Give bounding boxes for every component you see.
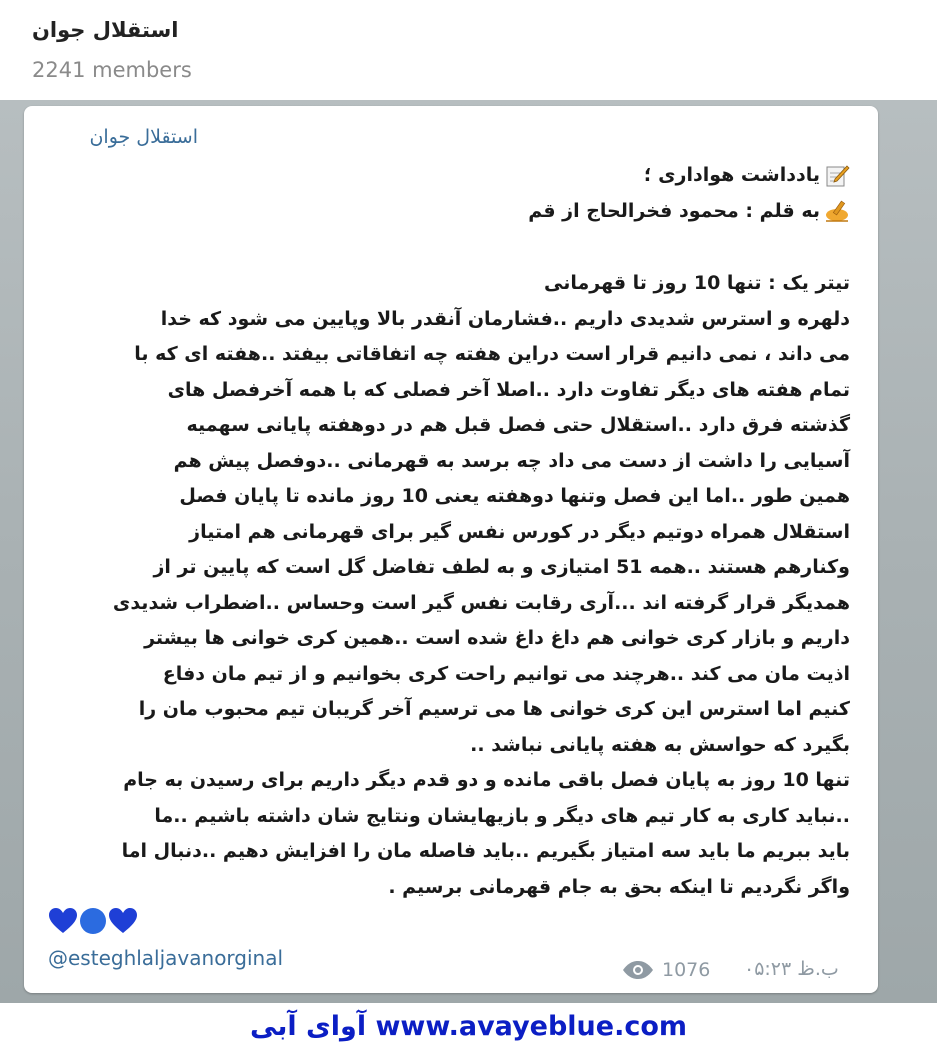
message-sender[interactable]: استقلال جوان	[89, 126, 198, 148]
heading-line-2	[50, 194, 850, 230]
message-bubble[interactable]	[24, 106, 878, 993]
body-line: کنیم اما استرس این کری خوانی ها می ترسیم آخر گریبان تیم محبوب مان را	[138, 698, 850, 720]
message-heading	[50, 158, 850, 229]
view-count: 1076	[662, 959, 711, 981]
body-line: ..نباید کاری به کار تیم های دیگر و بازیهایشان ونتایج شان داشته باشیم ..ما	[154, 804, 850, 827]
body-line: بگیرد که حواسش به هفته پایانی نباشد ..	[470, 733, 850, 756]
body-line: داریم و بازار کری خوانی هم داغ داغ شده است ..همین کری خوانی ها بیشتر	[144, 627, 850, 649]
body-line: واگر نگردیم تا اینکه بحق به جام قهرمانی برسیم .	[388, 875, 850, 898]
heading-line-1-text: یادداشت هواداری ؛	[643, 164, 820, 186]
channel-header[interactable]	[0, 0, 937, 100]
body-line: همدیگر قرار گرفته اند ...آری رقابت نفس گیر است وحساس ..اضطراب شدیدی	[112, 591, 850, 614]
heading-line-1	[50, 158, 850, 194]
writing-hand-icon	[824, 199, 850, 223]
body-line: تیتر یک : تنها 10 روز تا قهرمانی	[544, 272, 850, 294]
heading-line-2-text: به قلم : محمود فخرالحاج از قم	[528, 199, 820, 222]
blue-heart-icon	[108, 907, 138, 935]
message-time: ب.ظ ۰۵:۲۳	[744, 958, 839, 980]
blue-circle-icon	[79, 907, 107, 935]
chat-area	[0, 100, 937, 1003]
body-line: استقلال همراه دوتیم دیگر در کورس نفس گیر برای قهرمانی هم امتیاز	[189, 520, 850, 543]
body-line: آسیایی را داشت از دست می داد چه برسد به قهرمانی ..دوفصل پیش هم	[173, 449, 850, 472]
site-watermark: آوای آبی www.avayeblue.com	[249, 1011, 688, 1042]
body-line: تمام هفته های دیگر تفاوت دارد ..اصلا آخر فصلی که با همه آخرفصل های	[167, 378, 850, 401]
channel-title[interactable]: استقلال جوان	[32, 18, 179, 42]
body-line: اذیت مان می کند ..هرچند می توانیم راحت کری بخوانیم و از تیم مان دفاع	[162, 662, 850, 685]
emoji-row	[48, 906, 138, 936]
body-line: دلهره و استرس شدیدی داریم ..فشارمان آنقدر بالا وپایین می شود که خدا	[160, 307, 850, 330]
message-body	[50, 266, 850, 905]
body-line: همین طور ..اما این فصل وتنها دوهفته یعنی 10 روز مانده تا پایان فصل	[179, 485, 850, 507]
body-line: تنها 10 روز به پایان فصل باقی مانده و دو قدم دیگر داریم برای رسیدن به جام	[123, 769, 850, 791]
channel-username-link[interactable]: @esteghlaljavanorginal	[48, 946, 284, 970]
view-counter	[622, 958, 710, 982]
body-line: باید ببریم ما باید سه امتیاز بگیریم ..باید فاصله مان را افزایش دهیم ..دنبال اما	[121, 840, 850, 862]
body-line: وکنارهم هستند ..همه 51 امتیازی و به لطف تفاضل گل است که پایین تر از	[153, 556, 850, 578]
blue-heart-icon	[48, 907, 78, 935]
memo-pencil-icon	[824, 164, 850, 188]
member-count: 2241 members	[32, 58, 192, 82]
body-line: می داند ، نمی دانیم قرار است دراین هفته چه اتفاقاتی بیفتد ..هفته ای که با	[134, 343, 850, 365]
body-line: گذشته فرق دارد ..استقلال حتی فصل قبل هم در دوهفته پایانی سهمیه	[186, 414, 850, 436]
footer-watermark-bar	[0, 1003, 937, 1058]
eye-icon	[622, 960, 654, 980]
